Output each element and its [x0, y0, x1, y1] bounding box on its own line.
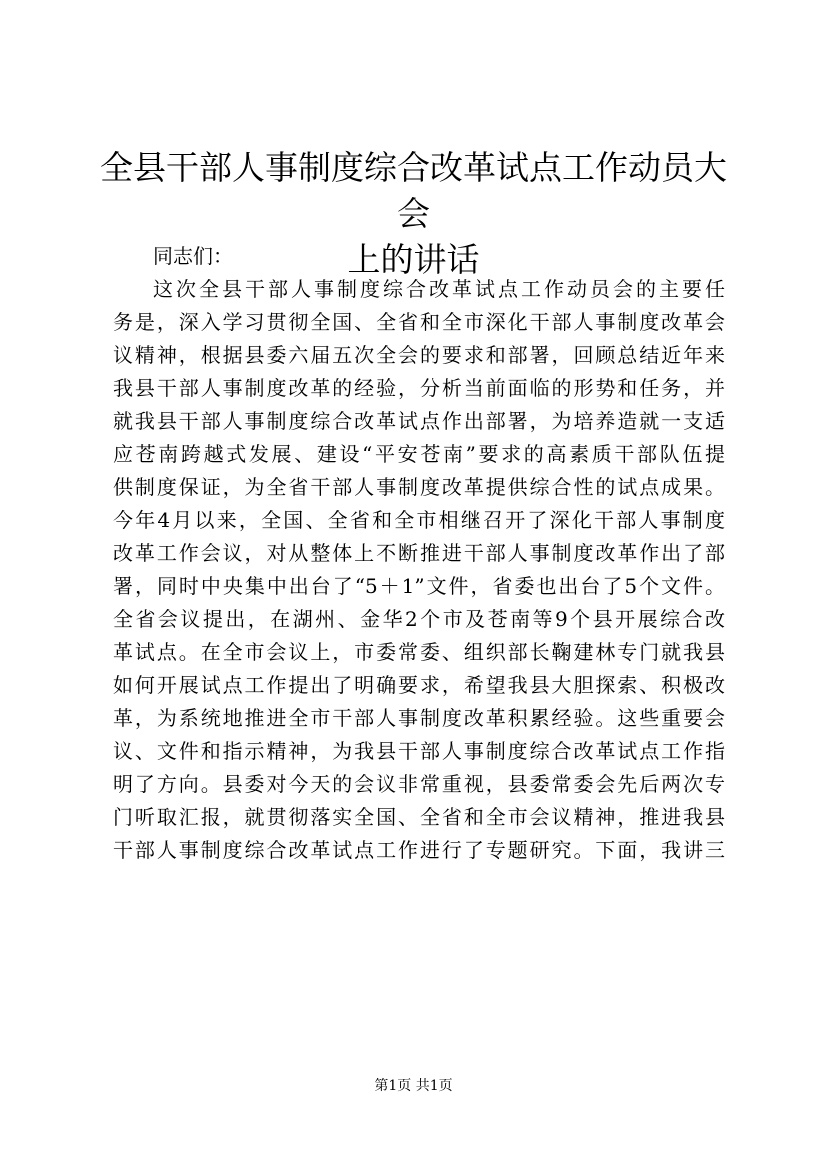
paragraph-line: 今年4月以来，全国、全省和全市相继召开了深化干部人事制度	[113, 508, 725, 532]
paragraph-line: 革试点。在全市会议上，市委常委、组织部长鞠建林专门就我县	[113, 640, 725, 664]
paragraph-line: 就我县干部人事制度综合改革试点作出部署，为培养造就一支适	[113, 409, 725, 433]
salutation: 同志们：	[153, 244, 233, 268]
paragraph-line: 议精神，根据县委六届五次全会的要求和部署，回顾总结近年来	[113, 343, 725, 367]
paragraph-line: 我县干部人事制度改革的经验，分析当前面临的形势和任务，并	[113, 376, 725, 400]
paragraph-line: 改革工作会议，对从整体上不断推进干部人事制度改革作出了部	[113, 541, 725, 565]
paragraph-line: 这次全县干部人事制度综合改革试点工作动员会的主要任	[153, 277, 725, 301]
title-line-1: 全县干部人事制度综合改革试点工作动员大会	[100, 148, 727, 233]
paragraph-line: 明了方向。县委对今天的会议非常重视，县委常委会先后两次专	[113, 772, 725, 796]
page-footer	[0, 1076, 827, 1096]
paragraph-line: 务是，深入学习贯彻全国、全省和全市深化干部人事制度改革会	[113, 310, 725, 334]
paragraph-line: 议、文件和指示精神，为我县干部人事制度综合改革试点工作指	[113, 739, 725, 763]
paragraph-line: 干部人事制度综合改革试点工作进行了专题研究。下面，我讲三	[113, 838, 725, 862]
paragraph-line: 署，同时中央集中出台了“5＋1”文件，省委也出台了5个文件。	[113, 574, 725, 598]
paragraph-line: 供制度保证，为全省干部人事制度改革提供综合性的试点成果。	[113, 475, 725, 499]
paragraph-line: 应苍南跨越式发展、建设“平安苍南”要求的高素质干部队伍提	[113, 442, 725, 466]
paragraph-line: 门听取汇报，就贯彻落实全国、全省和全市会议精神，推进我县	[113, 805, 725, 829]
paragraph-line: 革，为系统地推进全市干部人事制度改革积累经验。这些重要会	[113, 706, 725, 730]
title-line-2: 上的讲话	[347, 240, 480, 279]
paragraph-line: 全省会议提出，在湖州、金华2个市及苍南等9个县开展综合改	[113, 607, 725, 631]
paragraph-line: 如何开展试点工作提出了明确要求，希望我县大胆探索、积极改	[113, 673, 725, 697]
document-body	[113, 240, 725, 867]
page-number-label: 第1页 共1页	[374, 1078, 453, 1094]
